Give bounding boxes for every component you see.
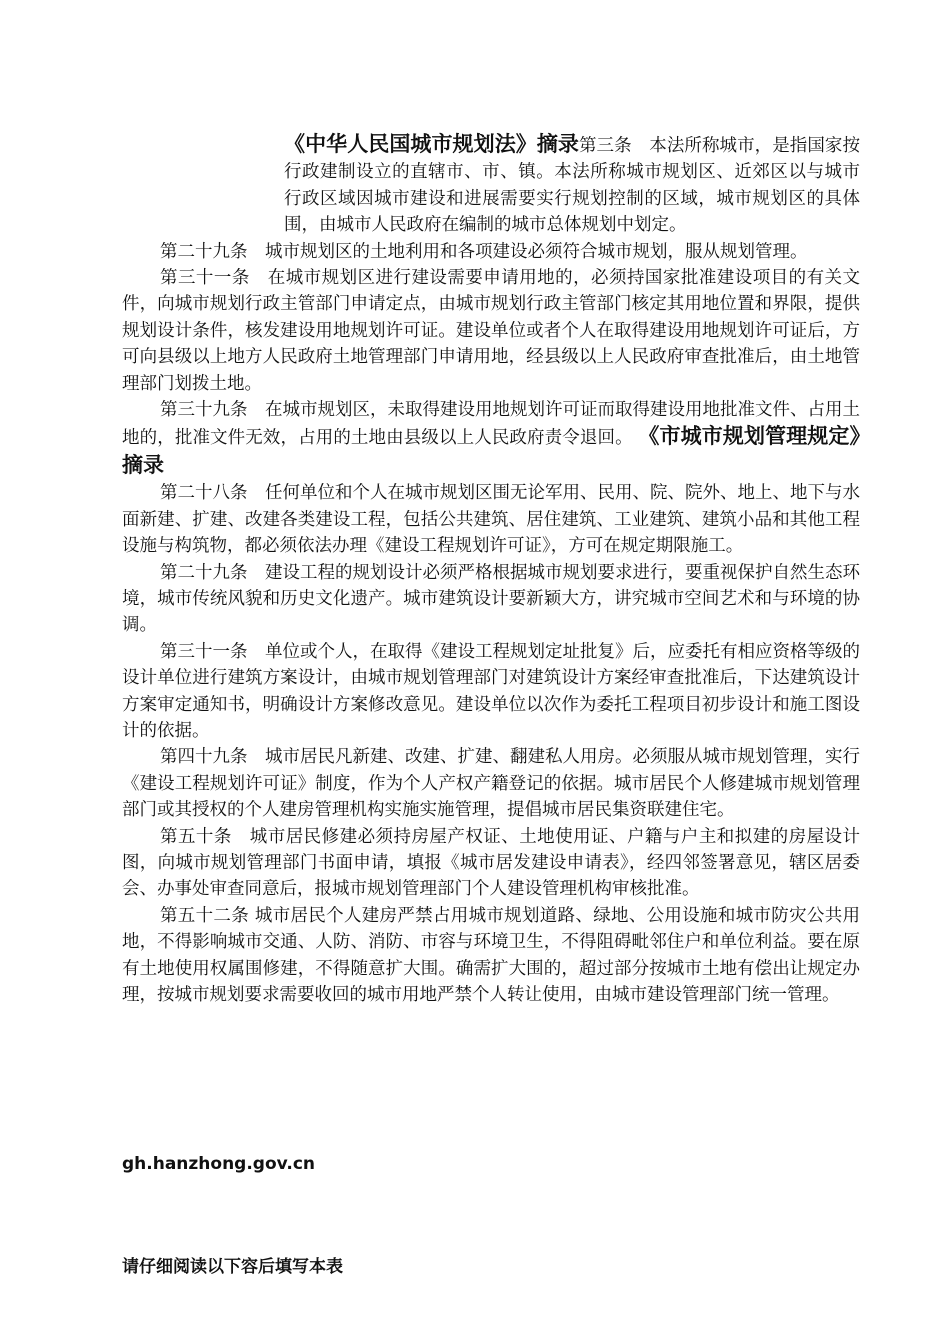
article-text: 第三十九条 在城市规划区，未取得建设用地规划许可证而取得建设用地批准文件、占用土地的，批准文件无效，占用的土地由县级以上人民政府责令退回。 xyxy=(122,400,860,449)
paragraph-reg-article-49: 第四十九条 城市居民凡新建、改建、扩建、翻建私人用房。必须服从城市规划管理，实行《建设工程规划许可证》制度，作为个人产权产籍登记的依据。城市居民个人修建城市规划管理部门或其授权的个人建房管理机构实施实施管理，提倡城市居民集资联建住宅。 xyxy=(122,747,860,821)
paragraph-article-39 xyxy=(122,397,860,480)
law-title: 《中华人民国城市规划法》摘录 xyxy=(284,132,579,156)
paragraph-reg-article-50: 第五十条 城市居民修建必须持房屋产权证、土地使用证、户籍与户主和拟建的房屋设计图，向城市规划管理部门书面申请，填报《城市居发建设申请表》，经四邻签署意见，辖区居委会、办事处审查同意后，报城市规划管理部门个人建设管理机构审核批准。 xyxy=(122,826,860,900)
article-text: 第三条 本法所称城市，是指国家按行政建制设立的直辖市、市、镇。本法所称城市规划区、近郊区以与城市行政区域因城市建设和进展需要实行规划控制的区域，城市规划区的具体围，由城市人民政府在编制的城市总体规划中划定。 xyxy=(284,136,861,236)
paragraph-reg-article-52: 第五十二条 城市居民个人建房严禁占用城市规划道路、绿地、公用设施和城市防灾公共用地，不得影响城市交通、人防、消防、市容与环境卫生，不得阻碍毗邻住户和单位利益。要在原有土地使用权属围修建，不得随意扩大围。确需扩大围的，超过部分按城市土地有偿出让规定办理，按城市规划要求需要收回的城市用地严禁个人转让使用，由城市建设管理部门统一管理。 xyxy=(122,905,860,1005)
regulation-title: 《市城市规划管理规定》摘录 xyxy=(122,424,861,477)
paragraph-article-3 xyxy=(122,131,860,239)
paragraph-reg-article-29: 第二十九条 建设工程的规划设计必须严格根据城市规划要求进行，要重视保护自然生态环境，城市传统风貌和历史文化遗产。城市建筑设计要新颖大方，讲究城市空间艺术和与环境的协调。 xyxy=(122,562,860,636)
paragraph-article-29: 第二十九条 城市规划区的土地利用和各项建设必须符合城市规划，服从规划管理。 xyxy=(160,241,808,262)
paragraph-reg-article-31: 第三十一条 单位或个人，在取得《建设工程规划定址批复》后，应委托有相应资格等级的设计单位进行建筑方案设计，由城市规划管理部门对建筑设计方案经审查批准后，下达建筑设计方案审定通知书，明确设计方案修改意见。建设单位以次作为委托工程项目初步设计和施工图设计的依据。 xyxy=(122,641,860,741)
paragraph-reg-article-28: 第二十八条 任何单位和个人在城市规划区围无论军用、民用、院、院外、地上、地下与水面新建、扩建、改建各类建设工程，包括公共建筑、居住建筑、工业建筑、建筑小品和其他工程设施与构筑物，都必须依法办理《建设工程规划许可证》，方可在规定期限施工。 xyxy=(122,483,860,557)
paragraph-article-31: 第三十一条 在城市规划区进行建设需要申请用地的，必须持国家批准建设项目的有关文件，向城市规划行政主管部门申请定点，由城市规划行政主管部门核定其用地位置和界限，提供规划设计条件，核发建设用地规划许可证。建设单位或者个人在取得建设用地规划许可证后，方可向县级以上地方人民政府土地管理部门申请用地，经县级以上人民政府审查批准后，由土地管理部门划拨土地。 xyxy=(122,268,860,394)
website-url: gh.hanzhong.gov.cn xyxy=(122,1154,315,1174)
document-body xyxy=(122,131,860,1008)
instruction-note: 请仔细阅读以下容后填写本表 xyxy=(122,1257,343,1277)
